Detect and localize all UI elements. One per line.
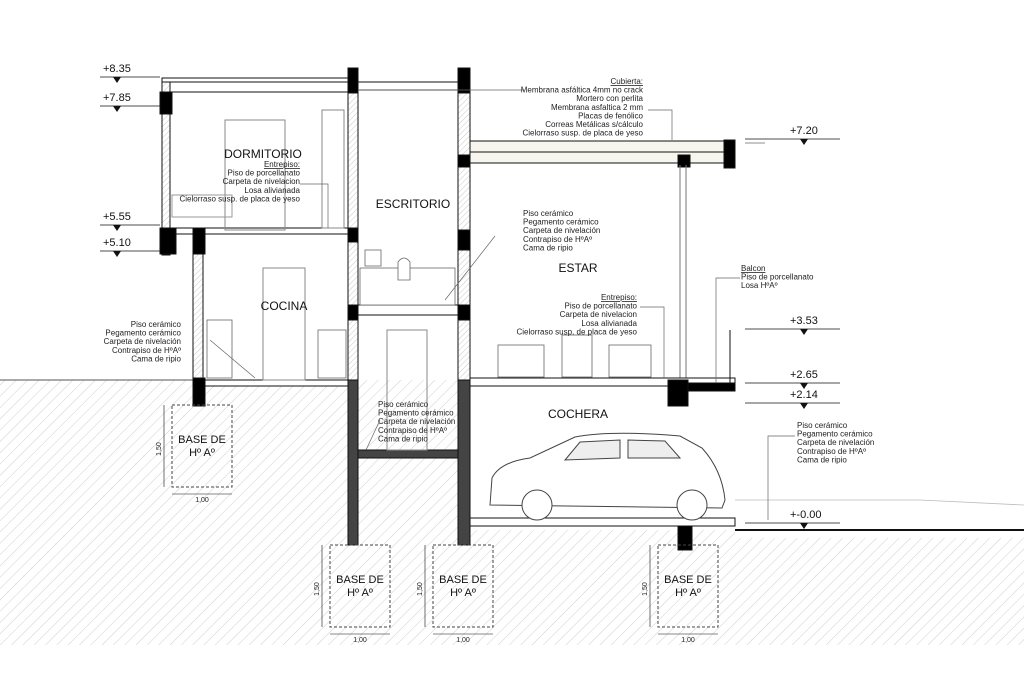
level-triangle-icon	[800, 523, 808, 529]
level-marker-l000: +-0.00	[790, 509, 822, 521]
note-piso-escritorio-line: Pegamento cerámico	[523, 217, 599, 227]
level-marker-l835: +8.35	[103, 63, 131, 75]
base-label: Hº Aº	[189, 447, 215, 459]
note-piso-escritorio-line: Piso cerámico	[523, 209, 574, 218]
note-piso-cocina-line: Contrapiso de HºAº	[112, 345, 181, 355]
base-label: BASE DE	[178, 434, 226, 446]
level-triangle-icon	[800, 329, 808, 335]
car-illustration	[490, 433, 725, 520]
base-height-dimension: 1,50	[642, 582, 649, 596]
level-triangle-icon	[800, 139, 808, 145]
base-height-dimension: 1,50	[417, 582, 424, 596]
note-cubierta-line: Mortero con perlita	[576, 94, 643, 104]
note-cubierta-line: Cielorraso susp. de placa de yeso	[522, 128, 643, 138]
note-balcon-line: Losa HºAº	[741, 281, 778, 291]
base-label: Hº Aº	[347, 587, 373, 599]
level-marker-l555: +5.55	[103, 211, 131, 223]
note-entrepiso-estar-line: Losa alivianada	[581, 318, 637, 328]
note-entrepiso-estar-line: Entrepiso:	[600, 293, 637, 302]
note-balcon-line: Piso de porcellanato	[741, 272, 814, 282]
level-triangle-icon	[113, 251, 121, 257]
note-piso-bajo-line: Cama de ripio	[378, 434, 428, 444]
note-cubierta-line: Placas de fenólico	[578, 111, 643, 121]
room-label-estar: ESTAR	[558, 261, 598, 275]
base-label: Hº Aº	[450, 587, 476, 599]
level-marker-l265: +2.65	[790, 369, 818, 381]
note-piso-cocina-line: Pegamento cerámico	[105, 328, 181, 338]
note-piso-bajo-line: Piso cerámico	[378, 400, 429, 409]
note-piso-bajo-line: Carpeta de nivelación	[378, 417, 456, 427]
level-triangle-icon	[113, 106, 121, 112]
level-triangle-icon	[800, 403, 808, 409]
note-entrepiso-estar-line: Cielorraso susp. de placa de yeso	[516, 327, 637, 337]
note-entrepiso-dorm-line: Carpeta de nivelacion	[222, 177, 300, 187]
base-height-dimension: 1,50	[314, 582, 321, 596]
level-marker-l785: +7.85	[103, 92, 131, 104]
note-piso-cochera-line: Cama de ripio	[797, 455, 847, 465]
base-label: Hº Aº	[675, 587, 701, 599]
base-width-dimension: 1,00	[195, 497, 209, 504]
note-balcon-line: Balcon	[741, 264, 766, 273]
room-label-dormitorio: DORMITORIO	[224, 147, 302, 161]
note-piso-cochera-line: Piso cerámico	[797, 421, 848, 430]
note-piso-escritorio-line: Carpeta de nivelación	[523, 226, 601, 236]
note-entrepiso-dorm-line: Cielorraso susp. de placa de yeso	[179, 194, 300, 204]
note-piso-escritorio-line: Contrapiso de HºAº	[523, 234, 592, 244]
note-cubierta-line: Membrana asfaltica 2 mm	[550, 102, 643, 112]
note-piso-bajo-line: Contrapiso de HºAº	[378, 425, 447, 435]
note-cubierta-line: Correas Metálicas s/cálculo	[545, 120, 643, 129]
base-label: BASE DE	[336, 574, 384, 586]
level-triangle-icon	[113, 225, 121, 231]
room-label-escritorio: ESCRITORIO	[375, 197, 451, 211]
note-piso-cochera-line: Contrapiso de HºAº	[797, 446, 866, 456]
note-piso-escritorio-line: Cama de ripio	[523, 243, 573, 253]
ground-fill	[0, 380, 1024, 645]
note-entrepiso-dorm-line: Piso de porcellanato	[227, 168, 300, 178]
level-marker-l720: +7.20	[790, 125, 818, 137]
note-piso-bajo-line: Pegamento cerámico	[378, 408, 454, 418]
base-width-dimension: 1,00	[456, 637, 470, 644]
base-width-dimension: 1,00	[353, 637, 367, 644]
note-entrepiso-estar-line: Carpeta de nivelacion	[559, 310, 637, 320]
base-label: BASE DE	[439, 574, 487, 586]
note-cubierta-line: Cubierta:	[610, 77, 643, 86]
note-piso-cocina-line: Cama de ripio	[131, 354, 181, 364]
note-piso-cocina-line: Piso cerámico	[130, 320, 181, 329]
level-triangle-icon	[113, 77, 121, 83]
note-cubierta-line: Membrana asfáltica 4mm no crack	[520, 85, 643, 95]
note-piso-cocina-line: Carpeta de nivelación	[103, 337, 181, 347]
note-piso-cochera-line: Pegamento cerámico	[797, 429, 873, 439]
level-marker-l353: +3.53	[790, 315, 818, 327]
note-entrepiso-dorm-line: Losa alivianada	[244, 185, 300, 195]
base-width-dimension: 1,00	[681, 637, 695, 644]
room-label-cochera: COCHERA	[547, 407, 609, 421]
note-piso-cochera-line: Carpeta de nivelación	[797, 438, 875, 448]
level-marker-l510: +5.10	[103, 237, 131, 249]
note-entrepiso-dorm-line: Entrepiso:	[263, 160, 300, 169]
base-label: BASE DE	[664, 574, 712, 586]
level-marker-l214: +2.14	[790, 389, 818, 401]
base-height-dimension: 1,50	[156, 442, 163, 456]
note-entrepiso-estar-line: Piso de porcellanato	[564, 301, 637, 311]
room-label-cocina: COCINA	[260, 299, 308, 313]
